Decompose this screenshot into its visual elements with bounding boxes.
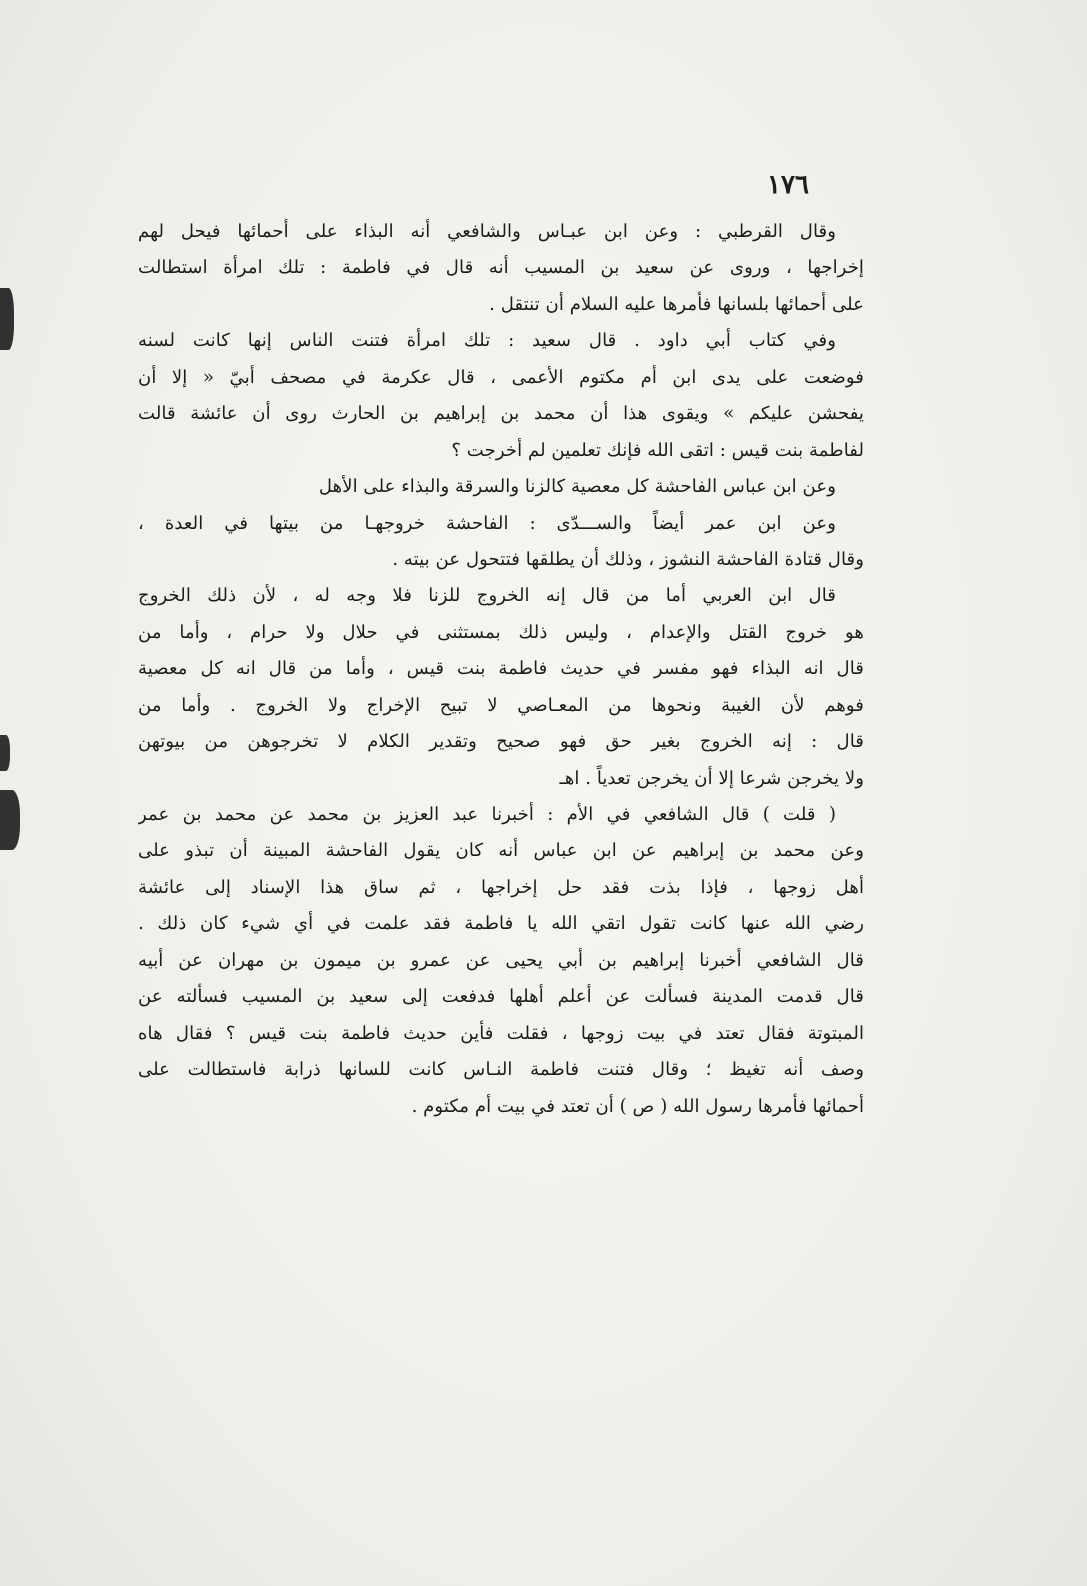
text-line: قال انه البذاء فهو مفسر في حديث فاطمة بنت قيس ، وأما من قال انه كل معصية (138, 658, 864, 680)
text-line: أحمائها فأمرها رسول الله ( ص ) أن تعتد في بيت أم مكتوم . (411, 1095, 864, 1117)
text-line: قال : إنه الخروج بغير حق فهو صحيح وتقدير الكلام لا تخرجوهن من بيوتهن (138, 731, 864, 753)
text-line: رضي الله عنها كانت تقول اتقي الله يا فاطمة فقد علمت في أي شيء كان ذلك . (138, 913, 864, 935)
text-line: وقال القرطبي : وعن ابن عبـاس والشافعي أنه البذاء على أحمائها فيحل لهم (138, 221, 836, 242)
text-line: أهل زوجها ، فإذا بذت فقد حل إخراجها ، ثم ساق هذا الإسناد إلى عائشة (138, 876, 864, 898)
text-line: وعن ابن عمر أيضاً والســـدّى : الفاحشة خروجهـا من بيتها في العدة ، (138, 512, 836, 534)
text-line: يفحشن عليكم » ويقوى هذا أن محمد بن إبراهيم بن الحارث روى أن عائشة قالت (138, 403, 864, 425)
text-line: وقال قتادة الفاحشة النشوز ، وذلك أن يطلقها فتتحول عن بيته . (392, 548, 864, 570)
text-line: وفي كتاب أبي داود . قال سعيد : تلك امرأة فتنت الناس إنها كانت لسنه (138, 330, 836, 352)
text-line: لفاطمة بنت قيس : اتقى الله فإنك تعلمين لم أخرجت ؟ (451, 439, 864, 461)
scan-edge-mark (0, 735, 10, 771)
text-line: على أحمائها بلسانها فأمرها عليه السلام أن تنتقل . (489, 293, 864, 315)
text-line: وعن ابن عباس الفاحشة كل معصية كالزنا والسرقة والبذاء على الأهل (318, 476, 836, 498)
text-line: فوضعت على يدى ابن أم مكتوم الأعمى ، قال عكرمة في مصحف أبيّ « إلا أن (138, 366, 864, 388)
text-line: فوهم لأن الغيبة ونحوها من المعـاصي لا تبيح الإخراج ولا الخروج . وأما من (138, 694, 864, 716)
text-line: ولا يخرجن شرعا إلا أن يخرجن تعدياً . اهـ (559, 767, 864, 789)
text-line: قال الشافعي أخبرنا إبراهيم بن أبي يحيى عن عمرو بن ميمون بن مهران عن أبيه (138, 949, 864, 971)
text-line: إخراجها ، وروى عن سعيد بن المسيب أنه قال في فاطمة : تلك امرأة استطالت (138, 257, 864, 279)
text-line: وعن محمد بن إبراهيم عن ابن عباس أنه كان يقول الفاحشة المبينة أن تبذو على (138, 840, 864, 862)
text-line: المبتوتة فقال تعتد في بيت زوجها ، فقلت فأين حديث فاطمة بنت قيس ؟ فقال هاه (138, 1022, 864, 1044)
text-line: قال ابن العربي أما من قال إنه الخروج للزنا فلا وجه له ، لأن ذلك الخروج (138, 585, 836, 607)
text-line: ( قلت ) قال الشافعي في الأم : أخبرنا عبد العزيز بن محمد عن محمد بن عمر (138, 804, 836, 825)
scan-edge-mark (0, 790, 20, 850)
scan-edge-mark (0, 288, 14, 350)
text-line: هو خروج القتل والإعدام ، وليس ذلك بمستثنى في حلال ولا حرام ، وأما من (138, 621, 864, 643)
text-line: قال قدمت المدينة فسألت عن أعلم أهلها فدفعت إلى سعيد بن المسيب فسألته عن (138, 986, 864, 1008)
text-line: وصف أنه تغيظ ؛ وقال فتنت فاطمة النـاس كانت للسانها ذرابة فاستطالت على (138, 1059, 864, 1081)
body-text (138, 214, 864, 1125)
page-number: ١٧٦ (767, 170, 809, 200)
